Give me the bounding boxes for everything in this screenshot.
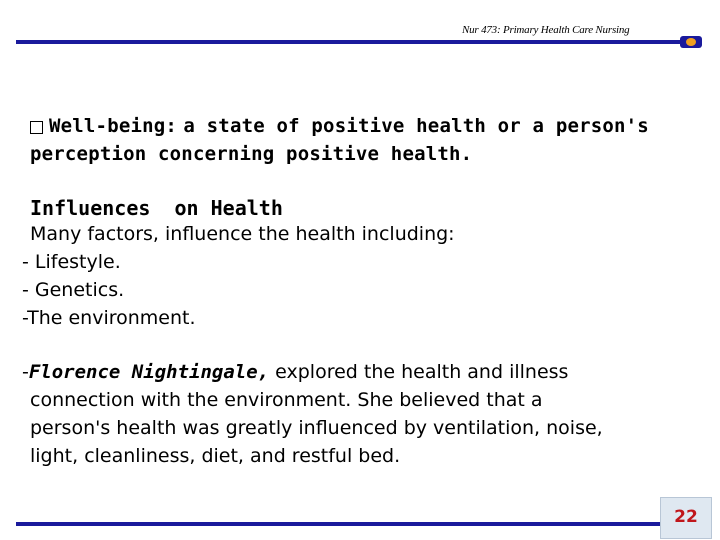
- top-rule-dot: [686, 38, 696, 46]
- nightingale-line-1-rest: explored the health and illness: [275, 361, 569, 383]
- nightingale-paragraph: [22, 358, 710, 470]
- list-item-lifestyle: - Lifestyle.: [22, 251, 121, 273]
- definition-line-1: [30, 112, 710, 140]
- nightingale-name: Florence Nightingale,: [28, 361, 270, 383]
- nightingale-line-4: light, cleanliness, diet, and restful bed.: [30, 445, 401, 467]
- header-title: Nur 473: Primary Health Care Nursing: [462, 24, 630, 36]
- intro-text: Many factors, influence the health including:: [30, 223, 455, 245]
- nightingale-line-1: [22, 358, 710, 386]
- slide-content: [22, 112, 710, 470]
- page-number: 22: [674, 507, 698, 527]
- nightingale-line-3: person's health was greatly influenced by ventilation, noise,: [30, 417, 603, 439]
- list-item-genetics: - Genetics.: [22, 279, 125, 301]
- definition-term: Well-being:: [49, 115, 178, 137]
- nightingale-line-2: connection with the environment. She believed that a: [30, 389, 543, 411]
- bottom-rule: [16, 522, 664, 526]
- definition-line-2: perception concerning positive health.: [30, 143, 473, 165]
- list-item-environment: -The environment.: [22, 307, 196, 329]
- section-heading: Influences on Health: [30, 196, 283, 220]
- definition-rest: a state of positive health or a person's: [183, 115, 649, 137]
- top-rule: [16, 40, 686, 44]
- checkbox-bullet-icon: [30, 121, 43, 134]
- nightingale-prefix: -: [22, 361, 29, 383]
